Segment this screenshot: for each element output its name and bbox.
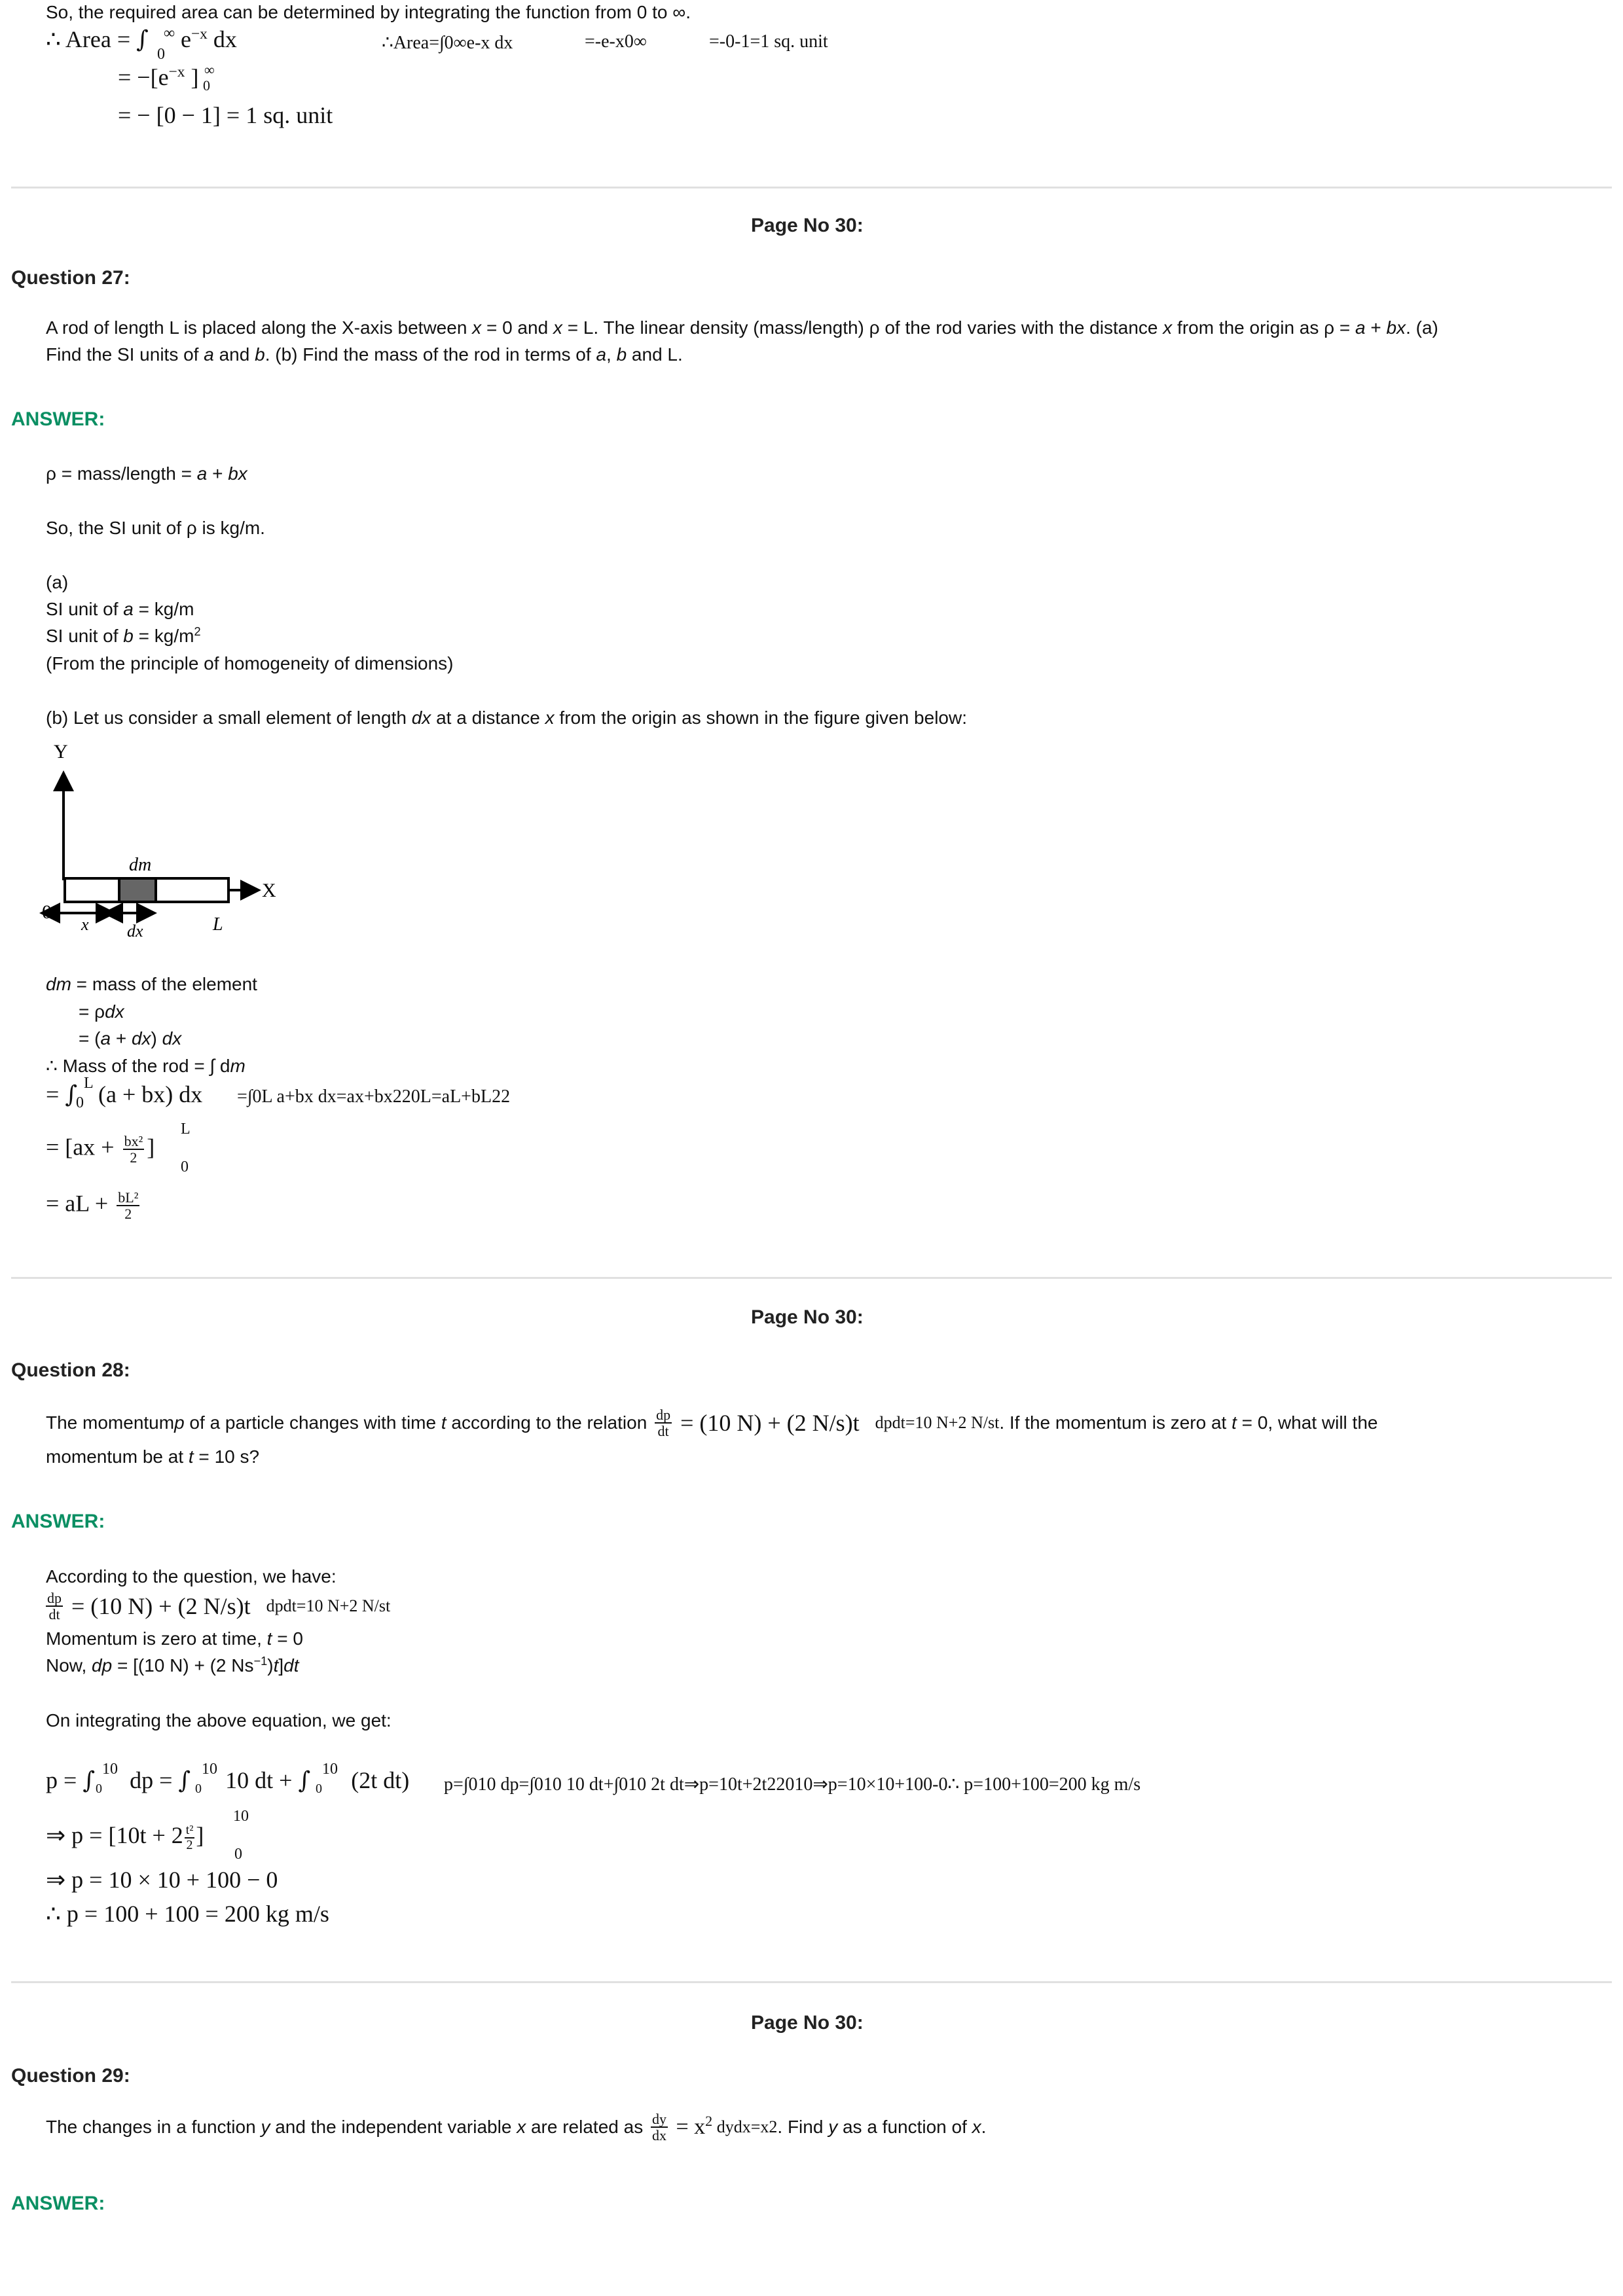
area-lower-limit: 0: [157, 46, 165, 63]
int1-lower: 0: [96, 1782, 102, 1796]
step2-upper: ∞: [204, 62, 215, 78]
section-divider: [11, 1277, 1612, 1279]
area-equation: [46, 26, 149, 53]
momentum-integral-alt-text: p=∫010 dp=∫010 10 dt+∫010 2t dt⇒p=10t+2t22010⇒p=10×10+100-0∴ p=100+100=200 kg m/s: [444, 1774, 1141, 1795]
mass-final-result: = aL + $\frac{\text{bL²}}{2}$: [46, 1189, 139, 1223]
according-text: According to the question, we have:: [46, 1566, 337, 1587]
mass-bracket-expression: = [ax + $\frac{\text{bx²}}{2}$ ]: [46, 1133, 155, 1166]
si-unit-rho: So, the SI unit of ρ is kg/m.: [46, 518, 265, 538]
int3-lower: 0: [316, 1782, 322, 1796]
area-lhs: ∴ Area =: [46, 26, 137, 52]
mass-integral-alt-text: =∫0L a+bx dx=ax+bx220L=aL+bL22: [237, 1086, 511, 1107]
step2-lower: 0: [203, 77, 210, 94]
area-integrand: $e^{-x}$ dx: [181, 26, 237, 52]
bracket-upper-limit: 10: [233, 1808, 249, 1825]
momentum-bracket-expression: ⇒ p = [10t + 2 $\frac{\text{t²}}{2}$ ]: [46, 1822, 204, 1852]
section-divider: [11, 187, 1612, 188]
page-number-label: Page No 30:: [751, 215, 864, 236]
momentum-relation: $\frac{dp}{dt}$ = (10 N) + (2 N/s)t dpdt=10 N+2 N/st: [47, 1590, 391, 1623]
bracket-upper-limit: L: [181, 1121, 191, 1138]
si-unit-a: SI unit of a = kg/m: [46, 599, 194, 619]
momentum-final-result: ∴ p = 100 + 100 = 200 kg m/s: [46, 1901, 329, 1927]
area-upper-limit: ∞: [164, 25, 175, 42]
question-27-label: Question 27:: [11, 267, 130, 289]
question-27-text-line-2: Find the SI units of a and b. (b) Find the mass of the rod in terms of a, b and L.: [46, 344, 683, 365]
part-b-text: (b) Let us consider a small element of length dx at a distance x from the origin as shown in the figure given below:: [46, 708, 967, 728]
momentum-zero-condition: Momentum is zero at time, t = 0: [46, 1628, 303, 1649]
answer-28-label: ANSWER:: [11, 1511, 105, 1532]
length-L-label: L: [213, 914, 223, 935]
question-29-label: Question 29:: [11, 2065, 130, 2087]
momentum-integral-line: p = ∫ dp = ∫ 10 dt + ∫ (2t dt): [46, 1767, 410, 1794]
intro-text: So, the required area can be determined by integrating the function from 0 to ∞.: [46, 2, 691, 22]
mass-element: [119, 878, 156, 902]
area-alt-text-1: ∴Area=∫0∞e-x dx: [382, 33, 513, 53]
question-28-text-line-1: The momentum p of a particle changes with time t according to the relation $\frac{dp}{dt}$ = (10 N) + (2 N/s)t dpdt=10 N+2 N/st . If the momentum is zero at t = 0, what will the: [46, 1407, 1378, 1440]
int2-lower: 0: [195, 1782, 202, 1796]
area-alt-text-2: =-e-x0∞: [585, 31, 647, 52]
area-step-2: = $-[e^{-x}$ ]: [118, 63, 199, 90]
mass-integral: = ∫: [46, 1081, 78, 1108]
homogeneity-note: (From the principle of homogeneity of dimensions): [46, 653, 454, 673]
integral-sign: ∫: [136, 26, 149, 53]
page-number-label: Page No 30:: [751, 1306, 864, 1328]
int3-upper: 10: [322, 1761, 338, 1778]
mass-of-rod: ∴ Mass of the rod = ∫ dm: [46, 1056, 246, 1076]
part-a-label: (a): [46, 572, 69, 592]
mass-integrand: (a + bx) dx: [98, 1081, 203, 1107]
bracket-lower-limit: 0: [234, 1846, 242, 1863]
answer-29-label: ANSWER:: [11, 2193, 105, 2214]
dm-label: dm: [129, 855, 152, 875]
question-28-text-line-2: momentum be at t = 10 s?: [46, 1446, 260, 1467]
dp-expression: Now, dp = [(10 N) + (2 $Ns^{-1})t]dt$: [46, 1655, 299, 1676]
question-28-label: Question 28:: [11, 1359, 130, 1381]
x-axis-label: X: [262, 880, 276, 901]
area-alt-text-3: =-0-1=1 sq. unit: [709, 31, 828, 52]
si-unit-b: SI unit of $b = kg/m^2$: [46, 625, 201, 646]
area-step-3: = − [0 − 1] = 1 sq. unit: [118, 102, 333, 128]
x-distance-label: x: [81, 915, 89, 934]
origin-label: 0: [42, 901, 52, 923]
int2-upper: 10: [202, 1761, 217, 1778]
integrating-text: On integrating the above equation, we get:: [46, 1710, 392, 1731]
answer-27-label: ANSWER:: [11, 408, 105, 430]
bracket-lower-limit: 0: [181, 1158, 189, 1175]
mass-int-upper: L: [84, 1075, 94, 1092]
int1-upper: 10: [102, 1761, 118, 1778]
rod-figure: [39, 736, 340, 946]
page-number-label: Page No 30:: [751, 2012, 864, 2034]
dm-equals-rho-dx: = ρdx: [79, 1001, 124, 1022]
dm-equals-a-dx: = (a + dx) dx: [79, 1028, 182, 1049]
question-27-text-line-1: A rod of length L is placed along the X-axis between x = 0 and x = L. The linear density (mass/length) ρ of the rod varies with the distance x from the origin as ρ = a + bx. (a): [46, 317, 1438, 338]
mass-int-lower: 0: [76, 1094, 84, 1111]
y-axis-label: Y: [54, 741, 68, 762]
dx-label: dx: [127, 922, 143, 941]
dm-definition: dm = mass of the element: [46, 974, 257, 994]
momentum-step-3: ⇒ p = 10 × 10 + 100 − 0: [46, 1867, 278, 1893]
question-29-text: The changes in a function y and the independent variable x are related as $\frac{dy}{dx}$ = $x^2$ dydx=x2 . Find y as a function of x .: [46, 2111, 987, 2144]
rho-definition: ρ = mass/length = a + bx: [46, 463, 247, 484]
section-divider: [11, 1981, 1612, 1983]
